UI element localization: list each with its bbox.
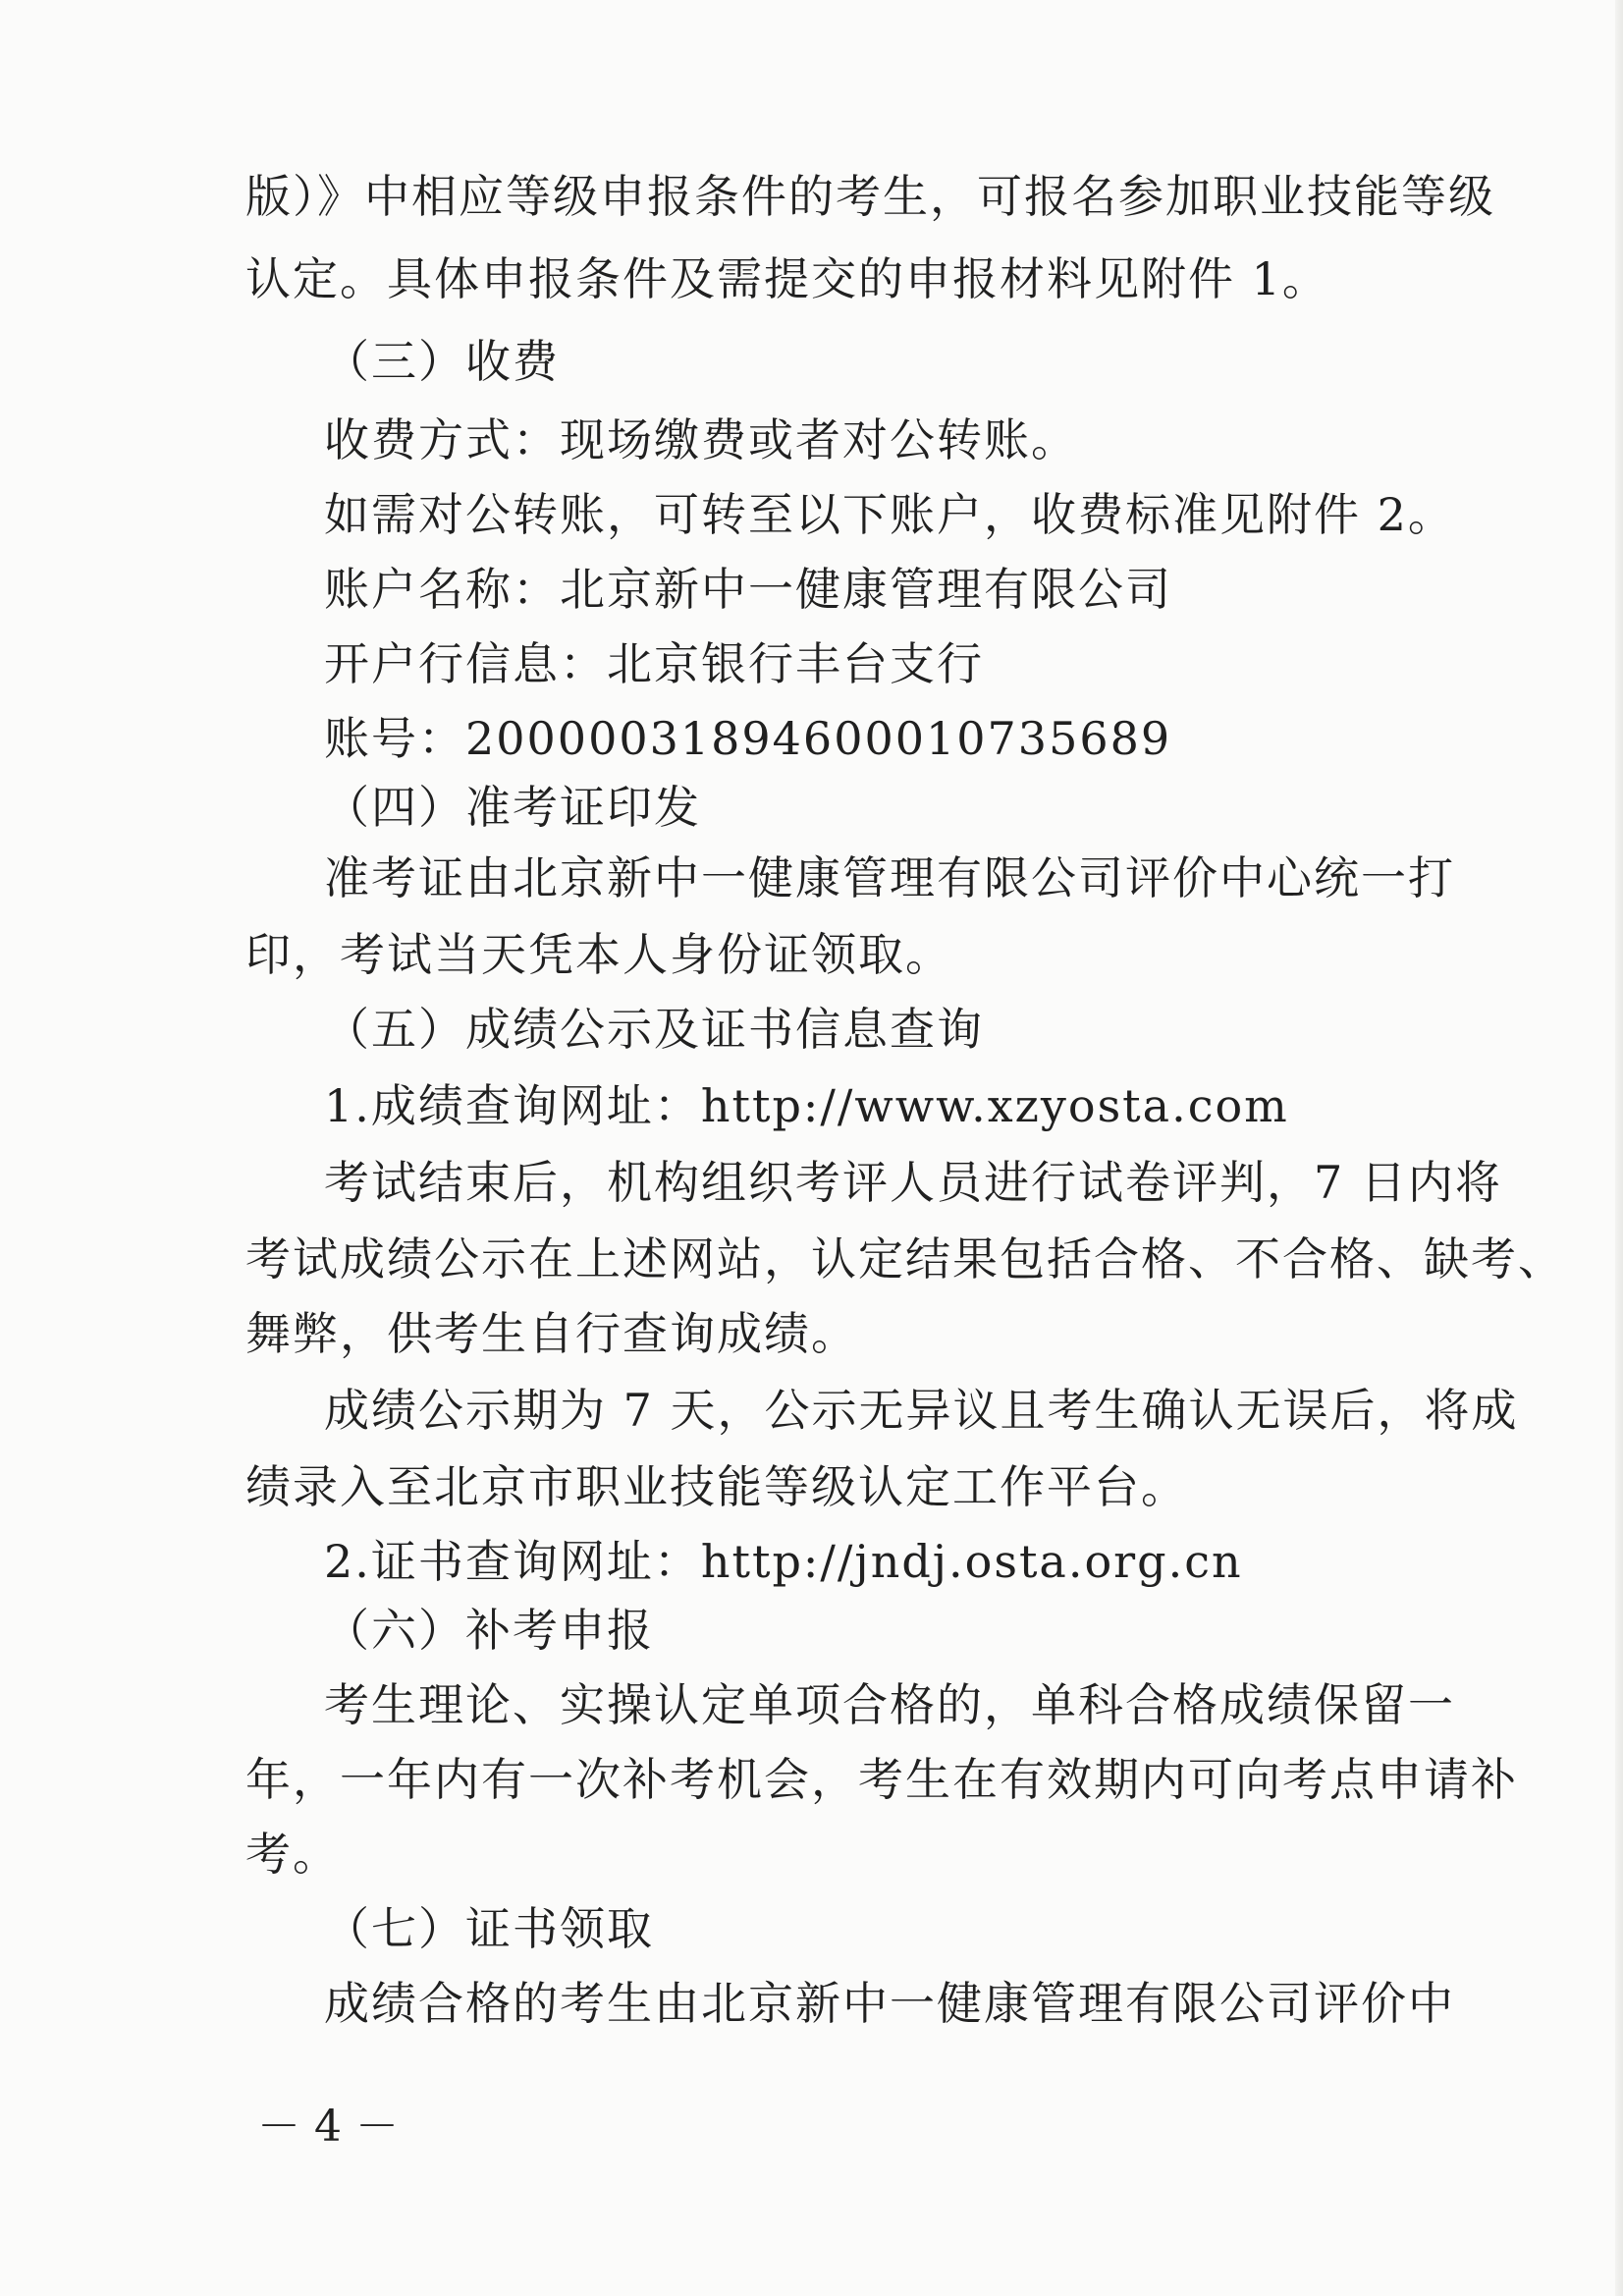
page-number: － 4 － — [257, 2102, 399, 2152]
text-line-makeup-3: 考。 — [245, 1828, 340, 1881]
text-line-certificate-url: 2.证书查询网址：http://jndj.osta.org.cn — [324, 1535, 1243, 1588]
text-line-bank-info: 开户行信息：北京银行丰台支行 — [324, 637, 984, 690]
text-line-account-name: 账户名称：北京新中一健康管理有限公司 — [324, 563, 1172, 616]
section-heading-fees: （三）收费 — [324, 335, 560, 388]
scan-edge-shadow — [1615, 0, 1623, 2296]
section-heading-makeup-exam: （六）补考申报 — [324, 1604, 654, 1657]
text-line-makeup-1: 考生理论、实操认定单项合格的，单科合格成绩保留一 — [324, 1678, 1455, 1731]
text-line-score-2: 考试成绩公示在上述网站，认定结果包括合格、不合格、缺考、 — [245, 1232, 1565, 1285]
text-line-score-3: 舞弊，供考生自行查询成绩。 — [245, 1307, 858, 1360]
text-line-ticket-2: 印，考试当天凭本人身份证领取。 — [245, 928, 952, 981]
text-line-score-1: 考试结束后，机构组织考评人员进行试卷评判，7 日内将 — [324, 1156, 1502, 1209]
text-line-1: 版）》中相应等级申报条件的考生，可报名参加职业技能等级 — [245, 170, 1495, 223]
text-line-score-period-2: 绩录入至北京市职业技能等级认定工作平台。 — [245, 1460, 1188, 1513]
text-line-ticket-1: 准考证由北京新中一健康管理有限公司评价中心统一打 — [324, 851, 1455, 904]
section-heading-score-publication: （五）成绩公示及证书信息查询 — [324, 1003, 984, 1056]
text-line-transfer-info: 如需对公转账，可转至以下账户，收费标准见附件 2。 — [324, 488, 1455, 541]
text-line-account-number: 账号：20000031894600010735689 — [324, 712, 1172, 765]
text-line-payment-method: 收费方式：现场缴费或者对公转账。 — [324, 413, 1078, 466]
text-line-score-url: 1.成绩查询网址：http://www.xzyosta.com — [324, 1079, 1289, 1132]
section-heading-admission-ticket: （四）准考证印发 — [324, 781, 701, 834]
text-line-2: 认定。具体申报条件及需提交的申报材料见附件 1。 — [245, 252, 1329, 305]
section-heading-certificate-collection: （七）证书领取 — [324, 1902, 654, 1955]
text-line-certificate-collection: 成绩合格的考生由北京新中一健康管理有限公司评价中 — [324, 1977, 1455, 2030]
text-line-makeup-2: 年，一年内有一次补考机会，考生在有效期内可向考点申请补 — [245, 1753, 1518, 1806]
text-line-score-period-1: 成绩公示期为 7 天，公示无异议且考生确认无误后，将成 — [324, 1384, 1519, 1437]
